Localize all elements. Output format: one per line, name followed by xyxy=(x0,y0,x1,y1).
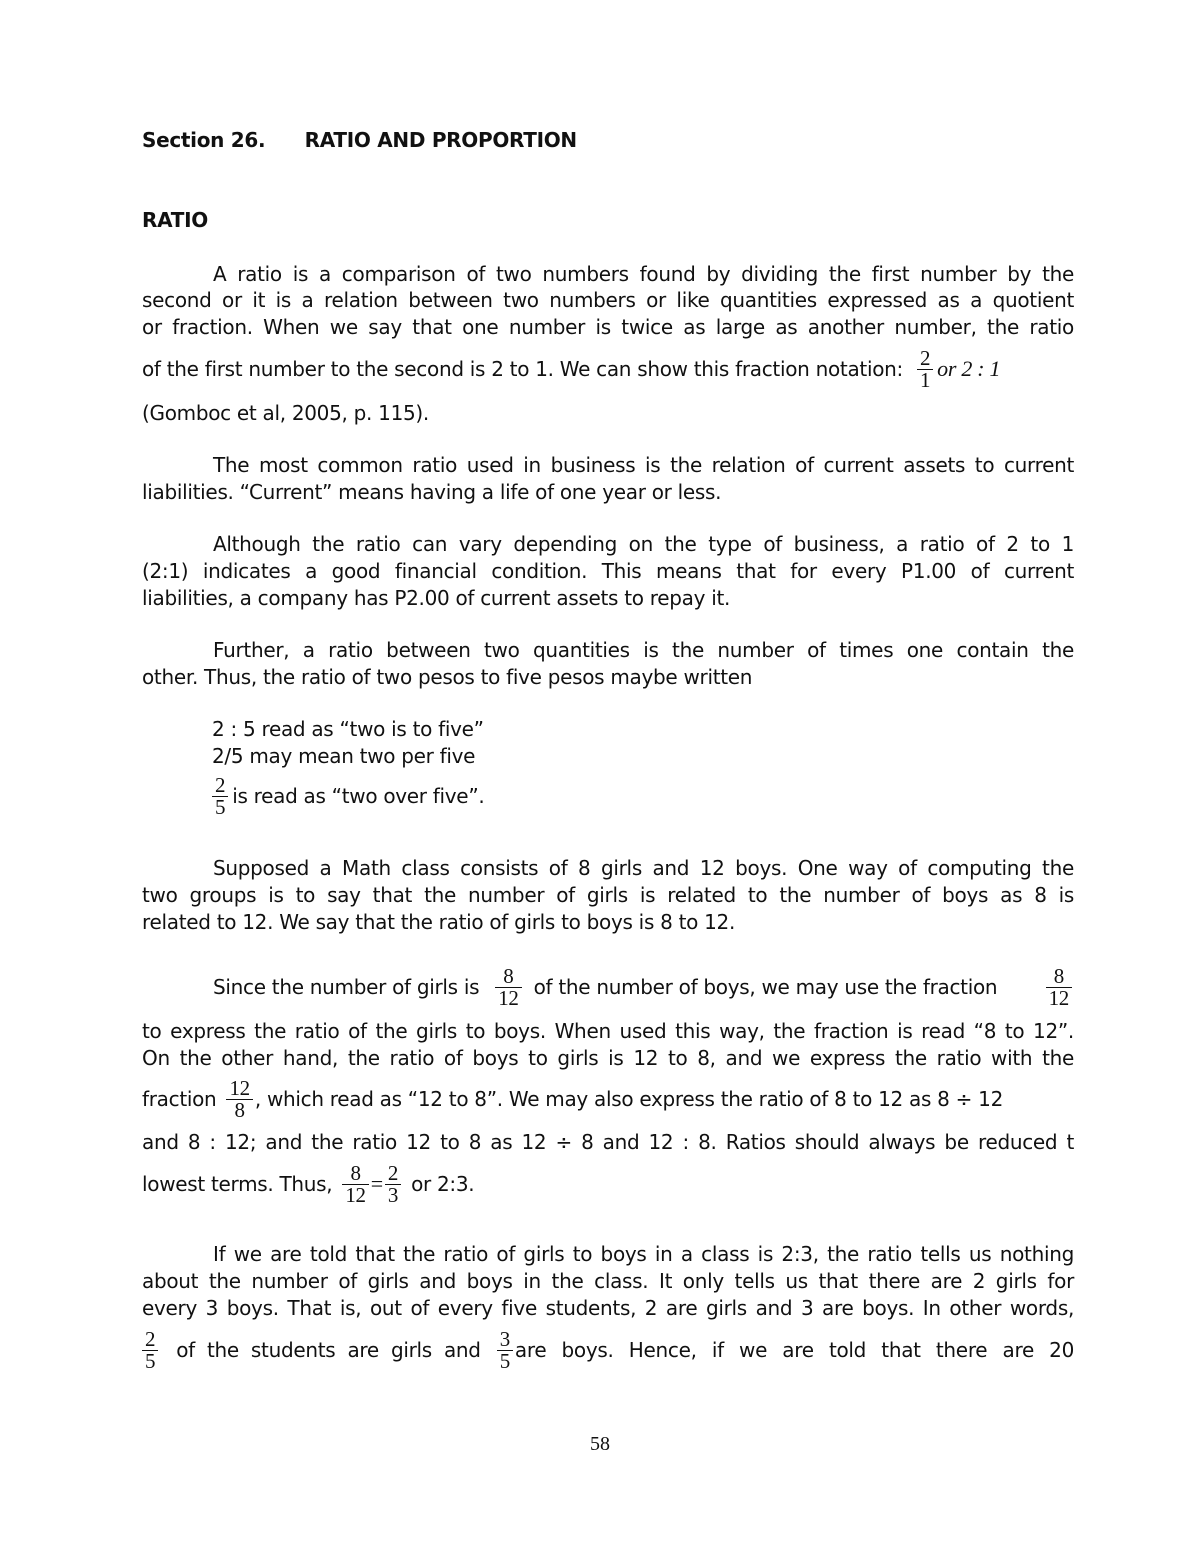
fraction-numerator: 2 xyxy=(385,1163,401,1185)
p1-line-2: second or it is a relation between two numbers or like quantities expressed as a quotient xyxy=(142,288,1074,312)
fraction-numerator: 2 xyxy=(917,348,933,370)
p1-line-4 xyxy=(142,341,1000,397)
fraction-numerator: 12 xyxy=(226,1078,252,1100)
p7-line-1: If we are told that the ratio of girls to boys in a class is 2:3, the ratio tells us nothing xyxy=(213,1242,1074,1266)
list-item-1: 2 : 5 read as “two is to five” xyxy=(212,717,484,741)
fraction-numerator: 2 xyxy=(212,775,228,797)
fraction-denominator: 5 xyxy=(145,1348,156,1373)
p6-line-5: and 8 : 12; and the ratio 12 to 8 as 12 ÷ 8 and 12 : 8. Ratios should always be reduced t xyxy=(142,1130,1074,1154)
p5-line-1: Supposed a Math class consists of 8 girls and 12 boys. One way of computing the xyxy=(213,856,1074,880)
fraction-denominator: 5 xyxy=(499,1348,510,1373)
fraction-2-over-5 xyxy=(212,772,228,819)
fraction-numerator: 8 xyxy=(342,1163,368,1185)
fraction-12-over-8 xyxy=(226,1075,252,1122)
section-title: RATIO AND PROPORTION xyxy=(304,128,577,152)
fraction-3-over-5 xyxy=(497,1326,513,1373)
fraction-8-over-12 xyxy=(495,963,521,1010)
p1-citation: (Gomboc et al, 2005, p. 115). xyxy=(142,401,429,425)
fraction-denominator: 12 xyxy=(498,985,519,1010)
p7-line-4-text-a: of the students are girls and xyxy=(176,1338,481,1362)
p6-line-3: On the other hand, the ratio of boys to girls is 12 to 8, and we express the ratio with the xyxy=(142,1046,1074,1070)
p6-line-1-text-a: Since the number of girls is xyxy=(213,975,480,999)
subheading-ratio: RATIO xyxy=(142,208,208,232)
equals-sign: = xyxy=(370,1171,383,1196)
fraction-numerator: 8 xyxy=(495,966,521,988)
p3-line-1: Although the ratio can vary depending on the type of business, a ratio of 2 to 1 xyxy=(213,532,1074,556)
fraction-8-over-12-b xyxy=(1046,963,1072,1010)
p6-line-4-text-a: fraction xyxy=(142,1087,217,1111)
p6-line-6-text-a: lowest terms. Thus, xyxy=(142,1172,333,1196)
p6-line-2: to express the ratio of the girls to boys. When used this way, the fraction is read “8 to 12”. xyxy=(142,1019,1074,1043)
p1-line-1: A ratio is a comparison of two numbers found by dividing the first number by the xyxy=(213,262,1074,286)
p5-line-3: related to 12. We say that the ratio of girls to boys is 8 to 12. xyxy=(142,910,736,934)
list-item-3 xyxy=(208,768,484,824)
fraction-2-over-5-b xyxy=(142,1326,158,1373)
p6-line-4-text-b: , which read as “12 to 8”. We may also express the ratio of 8 to 12 as 8 ÷ 12 xyxy=(254,1087,1003,1111)
fraction-denominator: 12 xyxy=(1048,985,1069,1010)
p7-line-4 xyxy=(142,1322,1074,1378)
p3-line-2: (2:1) indicates a good financial condition. This means that for every P1.00 of current xyxy=(142,559,1074,583)
p7-line-4-text-b: are boys. Hence, if we are told that there are 20 xyxy=(514,1338,1074,1362)
fraction-numerator: 3 xyxy=(497,1329,513,1351)
p1-line-3: or fraction. When we say that one number is twice as large as another number, the ratio xyxy=(142,315,1074,339)
fraction-numerator: 2 xyxy=(142,1329,158,1351)
p3-line-3: liabilities, a company has P2.00 of current assets to repay it. xyxy=(142,586,731,610)
p2-line-1: The most common ratio used in business is the relation of current assets to current xyxy=(213,453,1074,477)
p4-line-1: Further, a ratio between two quantities is the number of times one contain the xyxy=(213,638,1074,662)
ratio-notation: or 2 : 1 xyxy=(937,356,1001,381)
fraction-denominator: 5 xyxy=(215,794,226,819)
page-number: 58 xyxy=(590,1433,610,1455)
fraction-2-over-3 xyxy=(385,1160,401,1207)
p6-line-6-text-b: or 2:3. xyxy=(411,1172,475,1196)
p1-line-4-text: of the first number to the second is 2 to 1. We can show this fraction notation: xyxy=(142,357,903,381)
fraction-numerator: 8 xyxy=(1046,966,1072,988)
p6-line-4 xyxy=(142,1071,1074,1127)
p2-line-2: liabilities. “Current” means having a life of one year or less. xyxy=(142,480,722,504)
p6-line-6 xyxy=(142,1156,474,1212)
p4-line-2: other. Thus, the ratio of two pesos to five pesos maybe written xyxy=(142,665,753,689)
list-item-2: 2/5 may mean two per five xyxy=(212,744,476,768)
list-item-3-text: is read as “two over five”. xyxy=(232,784,485,808)
section-number: Section 26. xyxy=(142,128,266,152)
fraction-2-over-1 xyxy=(917,345,933,392)
fraction-denominator: 1 xyxy=(919,367,931,392)
p6-line-1 xyxy=(213,958,1074,1016)
p7-line-3: every 3 boys. That is, out of every five students, 2 are girls and 3 are boys. In other words, xyxy=(142,1296,1074,1320)
fraction-denominator: 8 xyxy=(234,1097,245,1122)
fraction-denominator: 3 xyxy=(387,1182,399,1207)
section-heading xyxy=(142,128,577,152)
p6-line-1-text-b: of the number of boys, we may use the fraction xyxy=(533,975,998,999)
p5-line-2: two groups is to say that the number of girls is related to the number of boys as 8 is xyxy=(142,883,1074,907)
fraction-denominator: 12 xyxy=(345,1182,366,1207)
p7-line-2: about the number of girls and boys in the class. It only tells us that there are 2 girls for xyxy=(142,1269,1074,1293)
fraction-8-over-12-c xyxy=(342,1160,368,1207)
